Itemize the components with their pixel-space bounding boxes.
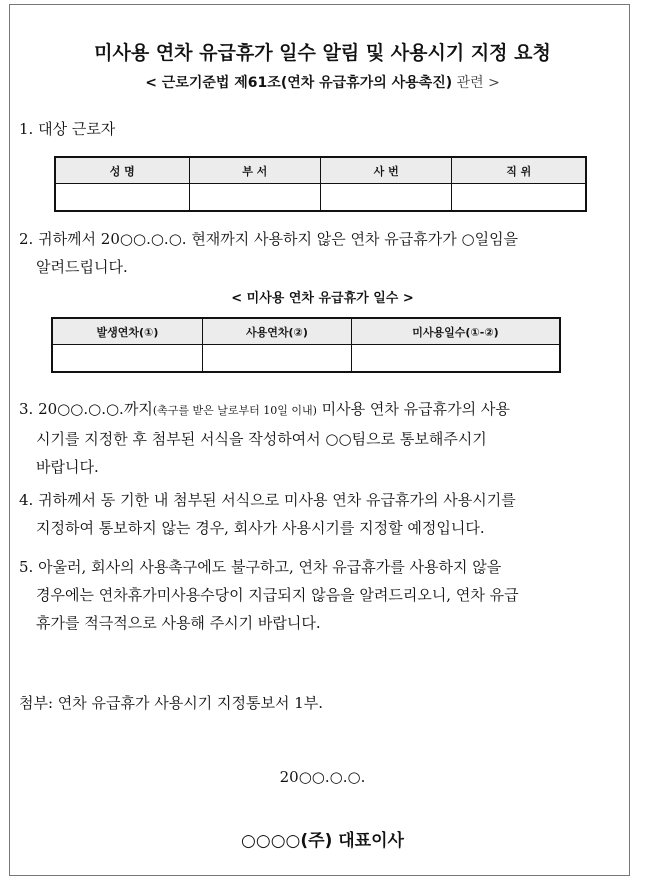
document-date: 20○○.○.○. [279, 768, 366, 786]
section3-deadline: 3. 20○○.○.○.까지 [19, 400, 153, 418]
section3-line1-rest: 미사용 연차 유급휴가의 사용 [316, 400, 510, 418]
header-accrued-leave: 발생연차(①) [52, 318, 202, 345]
header-employee-number: 사 번 [320, 157, 451, 184]
section1-heading: 1. 대상 근로자 [19, 120, 116, 138]
section4-line: 지정하여 통보하지 않는 경우, 회사가 사용시기를 지정할 예정입니다. [36, 519, 485, 537]
section3-note: (촉구를 받은 날로부터 10일 이내) [152, 404, 317, 417]
cell-used-leave[interactable] [202, 345, 351, 373]
section5-line: 휴가를 적극적으로 사용해 주시기 바랍니다. [36, 614, 321, 632]
header-name: 성 명 [55, 157, 189, 184]
document-subtitle [0, 72, 645, 92]
table-header-row [52, 318, 560, 345]
section2-line: 알려드립니다. [36, 258, 128, 276]
table-row [55, 184, 586, 212]
cell-position[interactable] [452, 184, 586, 212]
cell-accrued-leave[interactable] [52, 345, 202, 373]
header-used-leave: 사용연차(②) [202, 318, 351, 345]
attachment-note: 첨부: 연차 유급휴가 사용시기 지정통보서 1부. [19, 694, 324, 712]
section4-text [19, 486, 516, 542]
employee-table [54, 156, 587, 212]
document-title: 미사용 연차 유급휴가 일수 알림 및 사용시기 지정 요청 [94, 42, 551, 64]
section5-line: 5. 아울러, 회사의 사용촉구에도 불구하고, 연차 유급휴가를 사용하지 않을 [19, 558, 502, 576]
section3-line: 바랍니다. [36, 458, 99, 476]
cell-employee-number[interactable] [320, 184, 451, 212]
section3-line1 [19, 400, 510, 418]
section2-line: 2. 귀하께서 20○○.○.○. 현재까지 사용하지 않은 연차 유급휴가가 ○일임을 [19, 230, 519, 248]
cell-department[interactable] [189, 184, 320, 212]
header-unused-days: 미사용일수(①-②) [351, 318, 560, 345]
section5-text [19, 553, 519, 637]
section3-line: 시기를 지정한 후 첨부된 서식을 작성하여서 ○○팀으로 통보해주시기 [36, 430, 487, 448]
signature: ○○○○(주) 대표이사 [241, 831, 404, 851]
section3-text [19, 395, 510, 481]
section4-line: 4. 귀하께서 동 기한 내 첨부된 서식으로 미사용 연차 유급휴가의 사용시기를 [19, 491, 516, 509]
cell-name[interactable] [55, 184, 189, 212]
header-department: 부 서 [189, 157, 320, 184]
unused-leave-table [51, 317, 561, 373]
table-row [52, 345, 560, 373]
section5-line: 경우에는 연차휴가미사용수당이 지급되지 않음을 알려드리오니, 연차 유급 [36, 586, 519, 604]
cell-unused-days[interactable] [351, 345, 560, 373]
subtitle-law: < 근로기준법 제61조(연차 유급휴가의 사용촉진) [145, 75, 453, 91]
header-position: 직 위 [452, 157, 586, 184]
section2-text [19, 225, 518, 281]
subtitle-related: 관련 > [452, 75, 500, 91]
table-header-row [55, 157, 586, 184]
unused-leave-caption: < 미사용 연차 유급휴가 일수 > [231, 291, 414, 306]
